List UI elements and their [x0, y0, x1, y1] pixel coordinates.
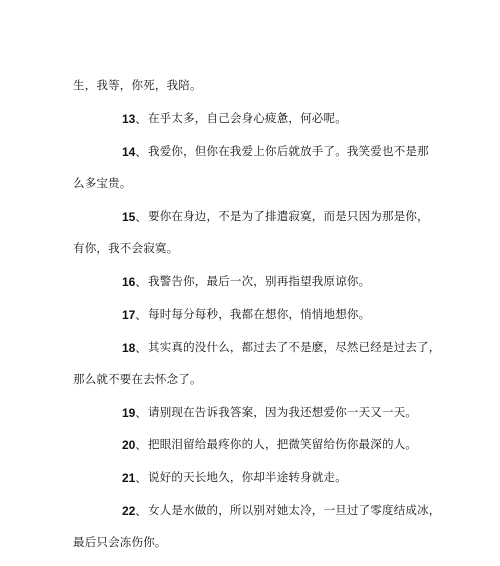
- item-number: 22: [122, 504, 136, 518]
- item-number: 20: [122, 438, 136, 452]
- item-separator: 、: [135, 406, 147, 420]
- item-number-13: [122, 110, 147, 127]
- item-number: 18: [122, 341, 136, 355]
- item-separator: 、: [135, 341, 147, 355]
- item-separator: 、: [135, 210, 147, 224]
- item-text-14: 我爱你，但你在我爱上你后就放手了。我笑爱也不是那: [148, 144, 429, 158]
- item-text-14-cont: 么多宝贵。: [73, 176, 132, 190]
- item-number-18: [122, 339, 147, 356]
- item-text-18: 其实真的没什么，都过去了不是麽，尽然已经是过去了，: [148, 340, 441, 354]
- item-text-21: 说好的天长地久，你却半途转身就走。: [148, 470, 347, 484]
- paragraph-continuation: 生，我等，你死，我陪。: [73, 78, 202, 92]
- item-text-18-cont: 那么就不要在去怀念了。: [73, 372, 202, 386]
- item-number-15: [122, 208, 147, 225]
- item-number: 13: [122, 112, 136, 126]
- item-text-19: 请别现在告诉我答案，因为我还想爱你一天又一天。: [148, 405, 418, 419]
- item-separator: 、: [135, 471, 147, 485]
- item-number: 21: [122, 471, 136, 485]
- item-number: 19: [122, 406, 136, 420]
- item-text-22-cont: 最后只会冻伤你。: [73, 535, 167, 549]
- item-separator: 、: [135, 275, 147, 289]
- item-text-16: 我警告你，最后一次，别再指望我原谅你。: [148, 274, 371, 288]
- item-number: 15: [122, 210, 136, 224]
- item-number-14: [122, 143, 147, 160]
- item-number-16: [122, 273, 147, 290]
- item-text-17: 每时每分每秒，我都在想你，悄悄地想你。: [148, 307, 371, 321]
- item-separator: 、: [135, 438, 147, 452]
- item-number-22: [122, 502, 147, 519]
- item-text-20: 把眼泪留给最疼你的人，把微笑留给伤你最深的人。: [148, 437, 418, 451]
- item-separator: 、: [135, 308, 147, 322]
- item-text-22: 女人是水做的，所以别对她太冷，一旦过了零度结成冰，: [148, 503, 441, 517]
- item-separator: 、: [135, 145, 147, 159]
- item-text-15-cont: 有你，我不会寂寞。: [73, 241, 179, 255]
- item-number: 17: [122, 308, 136, 322]
- item-number-19: [122, 404, 147, 421]
- item-separator: 、: [135, 504, 147, 518]
- item-separator: 、: [135, 112, 147, 126]
- item-number-21: [122, 469, 147, 486]
- item-number-17: [122, 306, 147, 323]
- item-number: 16: [122, 275, 136, 289]
- item-text-15: 要你在身边，不是为了排遣寂寞，而是只因为那是你，: [148, 209, 429, 223]
- item-text-13: 在乎太多，自己会身心疲惫，何必呢。: [148, 111, 347, 125]
- item-number: 14: [122, 145, 136, 159]
- item-number-20: [122, 436, 147, 453]
